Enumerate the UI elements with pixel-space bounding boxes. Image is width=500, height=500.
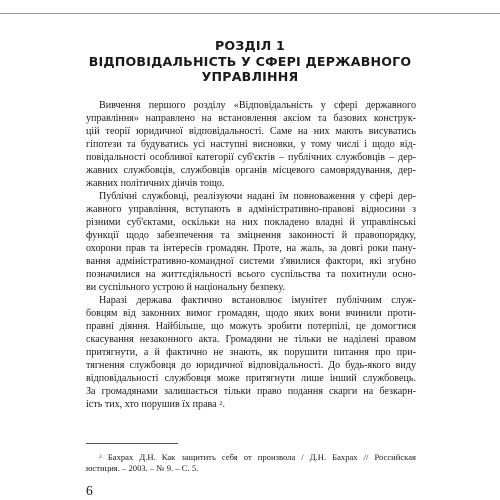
- text-line: функції щодо забезпечення та зміцнення законності й правопорядку,: [86, 230, 416, 241]
- text-line: правні діяння. Найбільше, що можуть зробити потерпілі, це домогтися: [86, 321, 416, 332]
- text-line: вання адміністративно-командної системи з'явилися фактори, які згубно: [86, 256, 416, 267]
- text-fragment: ість тих, хто порушив їх права: [86, 399, 217, 410]
- text-line: управління» направлено на встановлення аксіом та базових конструк-: [86, 113, 416, 124]
- chapter-title-line: УПРАВЛІННЯ: [201, 69, 299, 84]
- chapter-title-line: ВІДПОВІДАЛЬНІСТЬ У СФЕРІ ДЕРЖАВНОГО: [88, 53, 412, 69]
- text-line: бовцям від законних вимог громадян, щодо яких вони вчинили проти-: [86, 308, 416, 319]
- text-line: [86, 398, 225, 411]
- footnote-text: Бахрах Д.Н. Как защитить себя от произвола / Д.Н. Бахрах // Российская: [107, 452, 416, 462]
- text-line: гіпотези та будуватись усі наступні висновки, у тому числі і щодо від-: [86, 139, 416, 150]
- footnote-separator: [86, 443, 178, 444]
- text-line: жавних політичних діячів тощо.: [86, 178, 225, 189]
- text-line: скасування незаконного акта. Громадяни не тільки не наділені правом: [86, 334, 416, 345]
- text-line: відповідальності службовця може притягнути лише інший службовець.: [86, 373, 416, 384]
- page-number: 6: [86, 483, 93, 498]
- chapter-heading: [60, 38, 440, 85]
- footnote-reference: 2: [219, 399, 223, 407]
- text-line: цій теорії юридичної відповідальності. Саме на них мають висуватись: [86, 126, 416, 137]
- chapter-number: РОЗДІЛ 1: [215, 38, 285, 53]
- text-line: різними суб'єктами, оскільки на них покладено владні й управлінські: [86, 217, 416, 228]
- text-line: притягнути, а й фактично не знають, як порушити питання про при-: [86, 347, 416, 358]
- footnote-line: [99, 452, 416, 463]
- text-line: Вивчення першого розділу «Відповідальність у сфері державного: [99, 100, 416, 111]
- text-line: тягнення службовця до юридичної відповідальності. До будь-якого виду: [86, 360, 416, 371]
- text-line: позначилися на життєдіяльності всього суспільства та похитнули осно-: [86, 269, 416, 280]
- text-line: жавних службовців, службовців органів місцевого самоврядування, дер-: [86, 165, 416, 176]
- text-line: За громадянами залишається тільки право подання скарги на безкарн-: [86, 386, 416, 397]
- footnote-line: юстиция. – 2003. – № 9. – С. 5.: [86, 463, 199, 473]
- text-fragment: .: [222, 399, 226, 410]
- footnote-marker: 2: [99, 454, 102, 461]
- text-line: охорони прав та інтересів громадян. Проте, на жаль, за довгі роки пану-: [86, 243, 416, 254]
- text-line: Наразі держава фактично встановлює імунітет публічним служ-: [99, 295, 416, 306]
- text-line: ви суспільного устрою й національну безпеку.: [86, 282, 285, 293]
- text-line: повідальності особливої категорії суб'єктів – публічних службовців – дер-: [86, 152, 416, 163]
- page-top-rule: [0, 0, 500, 14]
- text-line: Публічні службовці, реалізуючи надані їм повноваження у сфері дер-: [99, 191, 416, 202]
- text-line: жавного управління, вступають в адміністративно-правові відносини з: [86, 204, 416, 215]
